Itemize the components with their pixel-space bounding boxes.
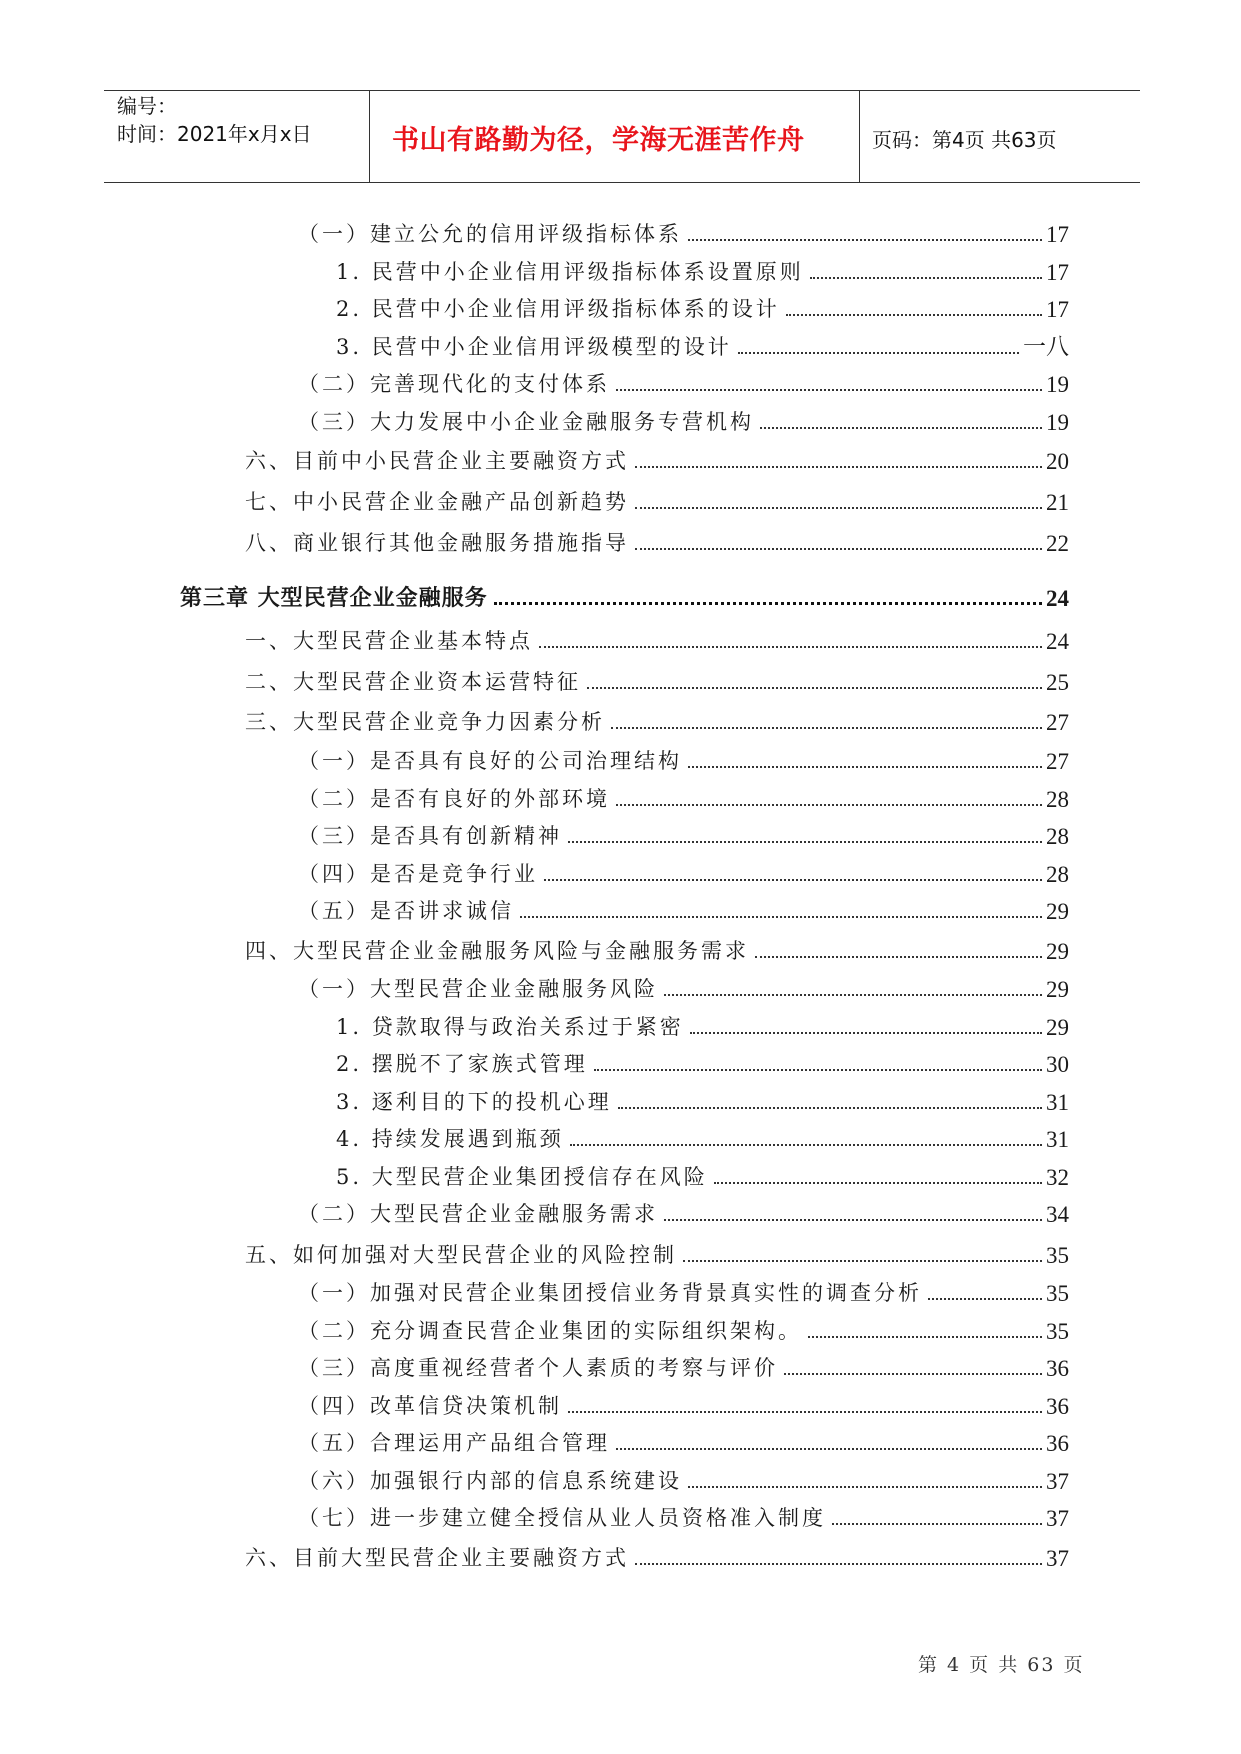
page-footer: 第 4 页 共 63 页 (918, 1654, 1085, 1676)
toc-leader-dots (810, 277, 1042, 279)
toc-leader-dots (683, 1260, 1042, 1262)
toc-entry-title: 八、商业银行其他金融服务措施指导 (245, 531, 629, 555)
toc-entry-page: 27 (1046, 749, 1069, 774)
toc-entry-page: 一八 (1023, 334, 1069, 359)
toc-entry-title: 5. 大型民营企业集团授信存在风险 (336, 1165, 708, 1189)
toc-entry-page: 22 (1046, 531, 1069, 556)
toc-leader-dots (635, 1563, 1042, 1565)
toc-entry-title: 第三章 大型民营企业金融服务 (180, 585, 488, 611)
toc-entry[interactable] (336, 252, 1069, 286)
toc-entry[interactable] (336, 1082, 1069, 1116)
toc-entry-title: （七）进一步建立健全授信从业人员资格准入制度 (298, 1506, 826, 1530)
header-divider-right (859, 90, 860, 182)
toc-entry[interactable] (336, 1119, 1069, 1153)
toc-leader-dots (688, 766, 1042, 768)
toc-leader-dots (539, 646, 1042, 648)
toc-entry[interactable] (245, 702, 1069, 736)
toc-entry-title: （四）是否是竞争行业 (298, 862, 538, 886)
toc-leader-dots (520, 916, 1042, 918)
toc-chapter-entry[interactable] (180, 578, 1069, 612)
toc-leader-dots (568, 1411, 1042, 1413)
toc-entry[interactable] (298, 854, 1069, 888)
toc-leader-dots (494, 602, 1042, 605)
toc-entry[interactable] (298, 779, 1069, 813)
toc-entry-title: 四、大型民营企业金融服务风险与金融服务需求 (245, 939, 749, 963)
toc-entry[interactable] (298, 1194, 1069, 1228)
toc-leader-dots (616, 804, 1042, 806)
toc-leader-dots (544, 879, 1042, 881)
header-left-block (117, 92, 312, 148)
toc-entry-page: 32 (1046, 1165, 1069, 1190)
toc-entry-page: 36 (1046, 1394, 1069, 1419)
toc-entry-title: （三）高度重视经营者个人素质的考察与评价 (298, 1356, 778, 1380)
toc-entry[interactable] (245, 1538, 1069, 1572)
toc-entry[interactable] (336, 289, 1069, 323)
toc-entry[interactable] (298, 1273, 1069, 1307)
toc-entry-page: 35 (1046, 1243, 1069, 1268)
header-number-label: 编号： (117, 94, 177, 118)
toc-entry-page: 34 (1046, 1202, 1069, 1227)
toc-entry-page: 28 (1046, 824, 1069, 849)
toc-entry-page: 28 (1046, 787, 1069, 812)
toc-leader-dots (755, 956, 1042, 958)
toc-entry-title: 2. 摆脱不了家族式管理 (336, 1052, 588, 1076)
toc-leader-dots (594, 1069, 1042, 1071)
toc-entry-title: （五）合理运用产品组合管理 (298, 1431, 610, 1455)
toc-entry-title: （五）是否讲求诚信 (298, 899, 514, 923)
toc-entry-page: 24 (1046, 629, 1069, 654)
toc-entry-title: 二、大型民营企业资本运营特征 (245, 670, 581, 694)
toc-entry-title: 1. 民营中小企业信用评级指标体系设置原则 (336, 260, 804, 284)
toc-entry-title: 1. 贷款取得与政治关系过于紧密 (336, 1015, 684, 1039)
toc-entry-title: 一、大型民营企业基本特点 (245, 629, 533, 653)
toc-entry-title: （四）改革信贷决策机制 (298, 1394, 562, 1418)
toc-entry[interactable] (298, 741, 1069, 775)
toc-entry-page: 36 (1046, 1356, 1069, 1381)
toc-entry-page: 29 (1046, 977, 1069, 1002)
toc-entry-title: 三、大型民营企业竞争力因素分析 (245, 710, 605, 734)
toc-entry-page: 36 (1046, 1431, 1069, 1456)
toc-entry-title: （三）是否具有创新精神 (298, 824, 562, 848)
header-motto: 书山有路勤为径，学海无涯苦作舟 (392, 125, 805, 156)
toc-entry[interactable] (245, 662, 1069, 696)
toc-entry[interactable] (298, 1311, 1069, 1345)
toc-entry-page: 17 (1046, 297, 1069, 322)
toc-entry[interactable] (245, 482, 1069, 516)
toc-leader-dots (928, 1298, 1042, 1300)
toc-entry-title: （二）大型民营企业金融服务需求 (298, 1202, 658, 1226)
toc-entry[interactable] (298, 1498, 1069, 1532)
toc-entry-title: 2. 民营中小企业信用评级指标体系的设计 (336, 297, 780, 321)
toc-leader-dots (714, 1182, 1042, 1184)
toc-entry[interactable] (336, 1044, 1069, 1078)
toc-leader-dots (688, 239, 1042, 241)
toc-leader-dots (784, 1373, 1042, 1375)
header-bottom-rule (104, 182, 1140, 183)
toc-entry-title: （六）加强银行内部的信息系统建设 (298, 1469, 682, 1493)
toc-entry[interactable] (245, 1235, 1069, 1269)
toc-entry-title: 3. 逐利目的下的投机心理 (336, 1090, 612, 1114)
toc-entry-title: 六、目前中小民营企业主要融资方式 (245, 449, 629, 473)
toc-entry[interactable] (298, 816, 1069, 850)
toc-entry[interactable] (298, 1461, 1069, 1495)
toc-leader-dots (616, 389, 1042, 391)
toc-entry-page: 29 (1046, 1015, 1069, 1040)
toc-entry-title: （一）是否具有良好的公司治理结构 (298, 749, 682, 773)
toc-entry-page: 28 (1046, 862, 1069, 887)
toc-entry-page: 24 (1046, 586, 1069, 611)
toc-leader-dots (760, 427, 1042, 429)
toc-leader-dots (690, 1032, 1042, 1034)
toc-entry-page: 21 (1046, 490, 1069, 515)
toc-entry-page: 19 (1046, 372, 1069, 397)
toc-entry-page: 19 (1046, 410, 1069, 435)
toc-entry[interactable] (336, 1157, 1069, 1191)
toc-entry-title: 4. 持续发展遇到瓶颈 (336, 1127, 564, 1151)
toc-entry[interactable] (298, 891, 1069, 925)
toc-entry-title: 3. 民营中小企业信用评级模型的设计 (336, 335, 732, 359)
toc-leader-dots (688, 1486, 1042, 1488)
toc-entry-title: 六、目前大型民营企业主要融资方式 (245, 1546, 629, 1570)
toc-entry-page: 20 (1046, 449, 1069, 474)
toc-leader-dots (635, 466, 1042, 468)
toc-leader-dots (570, 1144, 1042, 1146)
toc-leader-dots (635, 507, 1042, 509)
toc-entry[interactable] (245, 931, 1069, 965)
toc-entry-page: 29 (1046, 939, 1069, 964)
toc-entry-title: （一）加强对民营企业集团授信业务背景真实性的调查分析 (298, 1281, 922, 1305)
toc-entry-page: 37 (1046, 1506, 1069, 1531)
header-top-rule (104, 90, 1140, 91)
toc-entry-page: 35 (1046, 1319, 1069, 1344)
toc-entry-page: 17 (1046, 260, 1069, 285)
toc-leader-dots (738, 352, 1019, 354)
toc-leader-dots (664, 994, 1042, 996)
toc-leader-dots (786, 314, 1042, 316)
toc-entry-title: （一）建立公允的信用评级指标体系 (298, 222, 682, 246)
toc-entry-page: 31 (1046, 1090, 1069, 1115)
toc-entry[interactable] (336, 327, 1069, 361)
header-time-label: 时间：2021年x月x日 (117, 122, 312, 146)
toc-entry[interactable] (298, 402, 1069, 436)
toc-leader-dots (832, 1523, 1042, 1525)
toc-leader-dots (616, 1448, 1042, 1450)
toc-leader-dots (611, 727, 1042, 729)
toc-leader-dots (635, 548, 1042, 550)
toc-entry-page: 37 (1046, 1469, 1069, 1494)
toc-entry-title: 五、如何加强对大型民营企业的风险控制 (245, 1243, 677, 1267)
toc-entry-title: （二）完善现代化的支付体系 (298, 372, 610, 396)
toc-entry[interactable] (298, 1423, 1069, 1457)
header-divider-left (369, 90, 370, 182)
toc-entry-title: 七、中小民营企业金融产品创新趋势 (245, 490, 629, 514)
toc-entry-page: 29 (1046, 899, 1069, 924)
toc-entry-page: 35 (1046, 1281, 1069, 1306)
toc-leader-dots (664, 1219, 1042, 1221)
toc-leader-dots (587, 687, 1042, 689)
toc-entry-page: 30 (1046, 1052, 1069, 1077)
toc-entry[interactable] (245, 441, 1069, 475)
toc-leader-dots (618, 1107, 1042, 1109)
toc-entry-page: 17 (1046, 222, 1069, 247)
toc-entry[interactable] (298, 214, 1069, 248)
toc-leader-dots (808, 1336, 1042, 1338)
toc-entry-page: 25 (1046, 670, 1069, 695)
toc-entry[interactable] (298, 364, 1069, 398)
toc-entry-title: （二）充分调查民营企业集团的实际组织架构。 (298, 1319, 802, 1343)
toc-entry-title: （一）大型民营企业金融服务风险 (298, 977, 658, 1001)
toc-entry[interactable] (298, 1386, 1069, 1420)
toc-entry-page: 37 (1046, 1546, 1069, 1571)
toc-entry[interactable] (298, 969, 1069, 1003)
toc-entry-page: 31 (1046, 1127, 1069, 1152)
toc-entry[interactable] (245, 523, 1069, 557)
toc-entry-page: 27 (1046, 710, 1069, 735)
header-page-label: 页码：第4页 共63页 (872, 128, 1057, 152)
toc-leader-dots (568, 841, 1042, 843)
toc-entry-title: （二）是否有良好的外部环境 (298, 787, 610, 811)
toc-entry[interactable] (336, 1007, 1069, 1041)
toc-entry[interactable] (298, 1348, 1069, 1382)
toc-entry-title: （三）大力发展中小企业金融服务专营机构 (298, 410, 754, 434)
toc-entry[interactable] (245, 621, 1069, 655)
